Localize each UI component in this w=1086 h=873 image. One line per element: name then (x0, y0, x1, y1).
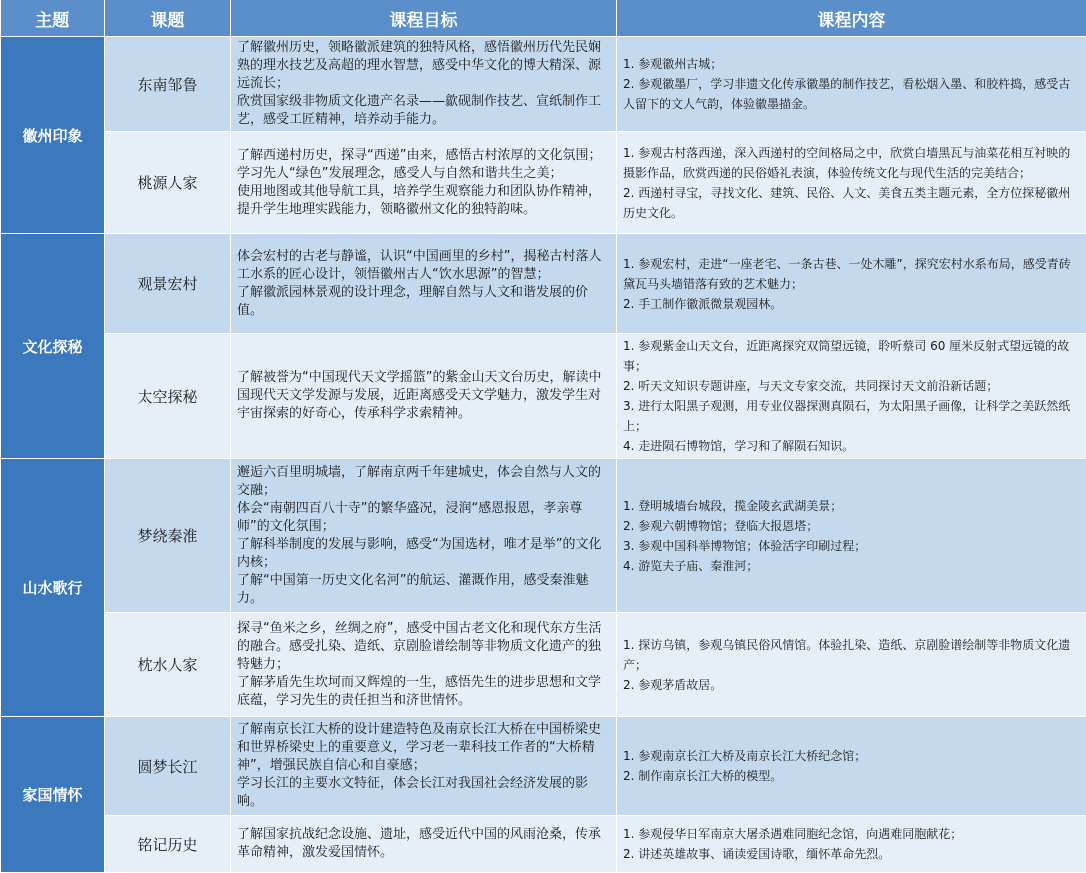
goal-line: 体会宏村的古老与静谧，认识“中国画里的乡村”，揭秘古村落人工水系的匠心设计，领悟徽州古人“饮水思源”的智慧； (237, 248, 611, 284)
content-line: 2. 西递村寻宝，寻找文化、建筑、民俗、人文、美食五类主题元素，全方位探秘徽州历史文化。 (623, 183, 1082, 223)
content-line: 2. 参观徽墨厂，学习非遗文化传承徽墨的制作技艺，看松烟入墨、和胶杵捣，感受古人留下的文人气韵，体验徽墨描金。 (623, 74, 1082, 114)
content-line: 1. 参观宏村，走进“一座老宅、一条古巷、一处木雕”，探究宏村水系布局，感受青砖黛瓦马头墙错落有致的艺术魅力； (623, 254, 1082, 294)
goal-line: 了解“中国第一历史文化名河”的航运、灌溉作用，感受秦淮魅力。 (237, 572, 611, 608)
goal-line: 了解科举制度的发展与影响，感受“为国选材，唯才是举”的文化内核； (237, 536, 611, 572)
content-line: 4. 走进陨石博物馆，学习和了解陨石知识。 (623, 436, 1082, 456)
content-line: 1. 参观紫金山天文台，近距离探究双筒望远镜，聆听蔡司 60 厘米反射式望远镜的故事； (623, 336, 1082, 376)
table-row (1, 334, 1086, 459)
topic-cell: 梦绕秦淮 (105, 459, 231, 613)
theme-cell: 文化探秘 (1, 234, 105, 459)
content-line: 2. 制作南京长江大桥的模型。 (623, 766, 1082, 786)
topic-cell: 圆梦长江 (105, 717, 231, 816)
content-line: 2. 讲述英雄故事、诵读爱国诗歌，缅怀革命先烈。 (623, 844, 1082, 864)
goal-line: 了解西递村历史，探寻“西递”由来，感悟古村浓厚的文化氛围； (237, 147, 611, 165)
content-line: 4. 游览夫子庙、秦淮河； (623, 556, 1082, 576)
header-theme: 主题 (1, 0, 105, 37)
header-topic: 课题 (105, 0, 231, 37)
goal-line: 学习先人“绿色”发展理念，感受人与自然和谐共生之美； (237, 165, 611, 183)
theme-cell: 徽州印象 (1, 37, 105, 234)
goal-line: 了解徽州历史，领略徽派建筑的独特风格，感悟徽州历代先民娴熟的理水技艺及高超的理水智慧，感受中华文化的博大精深、源远流长； (237, 39, 611, 93)
goal-cell (231, 37, 617, 132)
goal-cell (231, 234, 617, 334)
topic-cell: 铭记历史 (105, 816, 231, 873)
goal-line: 使用地图或其他导航工具，培养学生观察能力和团队协作精神，提升学生地理实践能力，领略徽州文化的独特韵味。 (237, 183, 611, 219)
content-line: 3. 进行太阳黑子观测，用专业仪器探测真陨石，为太阳黑子画像，让科学之美跃然纸上； (623, 396, 1082, 436)
goal-line: 探寻“鱼米之乡，丝绸之府”，感受中国古老文化和现代东方生活的融合。感受扎染、造纸、京剧脸谱绘制等非物质文化遗产的独特魅力； (237, 620, 611, 674)
header-content: 课程内容 (617, 0, 1086, 37)
table-row (1, 37, 1086, 132)
header-row (1, 0, 1086, 37)
goal-line: 了解徽派园林景观的设计理念，理解自然与人文和谐发展的价值。 (237, 284, 611, 320)
content-line: 3. 参观中国科举博物馆；体验活字印刷过程； (623, 536, 1082, 556)
topic-cell: 枕水人家 (105, 613, 231, 717)
goal-cell (231, 613, 617, 717)
theme-cell: 山水歌行 (1, 459, 105, 717)
goal-line: 了解南京长江大桥的设计建造特色及南京长江大桥在中国桥梁史和世界桥梁史上的重要意义，学习老一辈科技工作者的“大桥精神”，增强民族自信心和自豪感； (237, 721, 611, 775)
topic-cell: 东南邹鲁 (105, 37, 231, 132)
header-goal: 课程目标 (231, 0, 617, 37)
content-cell (617, 613, 1086, 717)
content-cell (617, 234, 1086, 334)
topic-cell: 观景宏村 (105, 234, 231, 334)
table-row (1, 132, 1086, 234)
content-cell (617, 717, 1086, 816)
content-line: 1. 参观侵华日军南京大屠杀遇难同胞纪念馆，向遇难同胞献花； (623, 824, 1082, 844)
content-line: 1. 登明城墙台城段，揽金陵玄武湖美景； (623, 496, 1082, 516)
goal-line: 了解被誉为“中国现代天文学摇篮”的紫金山天文台历史，解读中国现代天文学发源与发展，近距离感受天文学魅力，激发学生对宇宙探索的好奇心，传承科学求索精神。 (237, 369, 611, 423)
topic-cell: 太空探秘 (105, 334, 231, 459)
goal-line: 了解茅盾先生坎坷而又辉煌的一生，感悟先生的进步思想和文学底蕴，学习先生的责任担当和济世情怀。 (237, 674, 611, 710)
content-line: 2. 听天文知识专题讲座，与天文专家交流，共同探讨天文前沿新话题； (623, 376, 1082, 396)
goal-line: 邂逅六百里明城墙，了解南京两千年建城史，体会自然与人文的交融； (237, 464, 611, 500)
goal-cell (231, 816, 617, 873)
content-line: 1. 参观古村落西递，深入西递村的空间格局之中，欣赏白墙黑瓦与油菜花相互衬映的摄影作品，欣赏西递的民俗婚礼表演，体验传统文化与现代生活的完美结合； (623, 143, 1082, 183)
goal-line: 体会“南朝四百八十寺”的繁华盛况，浸润“感恩报恩，孝亲尊师”的文化氛围； (237, 500, 611, 536)
table-row (1, 816, 1086, 873)
content-line: 2. 参观茅盾故居。 (623, 675, 1082, 695)
content-cell (617, 132, 1086, 234)
table-row (1, 234, 1086, 334)
goal-line: 了解国家抗战纪念设施、遗址，感受近代中国的风雨沧桑，传承革命精神，激发爱国情怀。 (237, 826, 611, 862)
content-line: 1. 参观南京长江大桥及南京长江大桥纪念馆； (623, 746, 1082, 766)
content-cell (617, 816, 1086, 873)
content-line: 2. 参观六朝博物馆；登临大报恩塔； (623, 516, 1082, 536)
goal-cell (231, 459, 617, 613)
goal-line: 学习长江的主要水文特征，体会长江对我国社会经济发展的影响。 (237, 775, 611, 811)
content-line: 2. 手工制作徽派微景观园林。 (623, 294, 1082, 314)
content-cell (617, 37, 1086, 132)
content-cell (617, 334, 1086, 459)
goal-cell (231, 334, 617, 459)
content-line: 1. 参观徽州古城； (623, 54, 1082, 74)
table-row (1, 717, 1086, 816)
goal-line: 欣赏国家级非物质文化遗产名录——歙砚制作技艺、宣纸制作工艺，感受工匠精神，培养动手能力。 (237, 93, 611, 129)
theme-cell: 家国情怀 (1, 717, 105, 873)
content-line: 1. 探访乌镇，参观乌镇民俗风情馆。体验扎染、造纸、京剧脸谱绘制等非物质文化遗产； (623, 635, 1082, 675)
table-row (1, 459, 1086, 613)
content-cell (617, 459, 1086, 613)
table-row (1, 613, 1086, 717)
goal-cell (231, 132, 617, 234)
goal-cell (231, 717, 617, 816)
topic-cell: 桃源人家 (105, 132, 231, 234)
